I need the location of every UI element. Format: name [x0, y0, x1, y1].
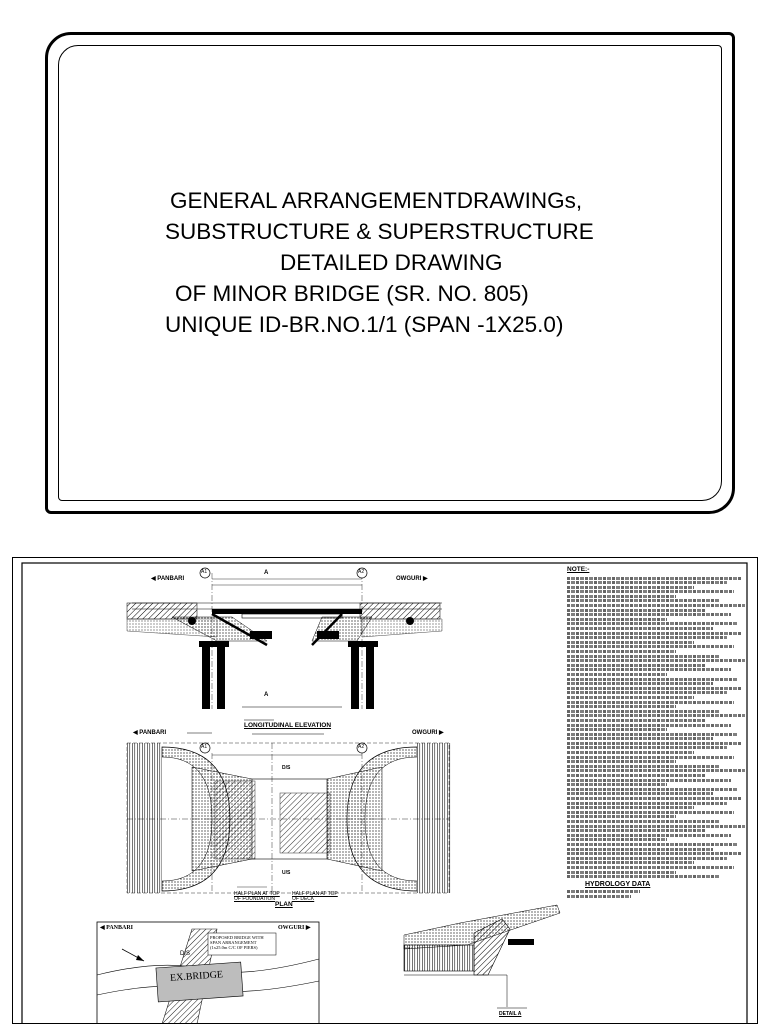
note-line	[567, 724, 731, 727]
note-line	[567, 742, 742, 745]
note-line	[567, 696, 694, 699]
detail-a	[404, 905, 560, 1008]
note-line	[567, 577, 742, 580]
elev-abutment-a2: A2	[358, 569, 365, 575]
plan-us-label: U/S	[282, 870, 291, 876]
note-line	[567, 714, 745, 717]
note-line	[567, 687, 742, 690]
note-line	[567, 857, 727, 860]
detail-a-title: DETAIL A	[499, 1011, 522, 1017]
elev-section-mark-top: A	[264, 570, 269, 576]
plan-abutment-a2: A2	[358, 744, 365, 750]
notes-heading: NOTE:-	[567, 566, 590, 573]
note-line	[567, 673, 667, 676]
title-line-2: SUBSTRUCTURE & SUPERSTRUCTURE	[165, 219, 594, 244]
note-line	[567, 705, 676, 708]
note-line	[567, 659, 745, 662]
note-line	[567, 710, 720, 713]
hydrology-body	[567, 890, 749, 898]
note-line	[567, 875, 720, 878]
note-line	[567, 701, 734, 704]
note-line	[567, 719, 705, 722]
title-line-5: UNIQUE ID-BR.NO.1/1 (SPAN -1X25.0)	[165, 312, 564, 337]
note-line	[567, 895, 631, 898]
note-line	[567, 655, 720, 658]
note-line	[567, 733, 738, 736]
note-line	[567, 792, 713, 795]
note-line	[567, 783, 667, 786]
half-plan-deck-label: HALF PLAN AT TOP OF DECK	[292, 891, 338, 902]
hydrology-heading: HYDROLOGY DATA	[585, 881, 651, 889]
note-line	[567, 581, 727, 584]
note-line	[567, 678, 738, 681]
elev-abutment-a1: A1	[201, 569, 208, 575]
note-line	[567, 834, 731, 837]
notes-body	[567, 577, 749, 879]
plan-owguri-label: OWGURI ▶	[412, 730, 444, 736]
note-line	[567, 866, 734, 869]
note-line	[567, 848, 713, 851]
note-line	[567, 590, 734, 593]
note-line	[567, 645, 734, 648]
note-line	[567, 825, 745, 828]
note-line	[567, 737, 713, 740]
note-line	[567, 632, 742, 635]
plan-view	[127, 733, 452, 893]
title-line-1: GENERAL ARRANGEMENTDRAWINGs,	[170, 188, 583, 213]
note-line	[567, 728, 667, 731]
note-line	[567, 802, 727, 805]
longitudinal-elevation	[127, 568, 442, 720]
note-line	[567, 668, 731, 671]
note-line	[567, 852, 742, 855]
note-line	[567, 815, 676, 818]
note-line	[567, 618, 667, 621]
plan-title: PLAN	[275, 901, 293, 908]
note-line	[567, 595, 676, 598]
drawing-sheet	[12, 557, 758, 1024]
note-line	[567, 586, 694, 589]
note-line	[567, 769, 745, 772]
key-ex-bridge-label: EX.BRIDGE	[169, 969, 224, 984]
note-line	[567, 599, 720, 602]
note-line	[567, 604, 745, 607]
note-line	[567, 746, 727, 749]
title-block	[160, 185, 680, 340]
elev-owguri-label: OWGURI ▶	[396, 576, 428, 582]
title-line-4: OF MINOR BRIDGE (SR. NO. 805)	[175, 281, 529, 306]
note-line	[567, 890, 640, 893]
note-line	[567, 682, 713, 685]
note-line	[567, 627, 713, 630]
note-line	[567, 838, 667, 841]
note-line	[567, 774, 705, 777]
key-panbari-label: ◀ PANBARI	[100, 925, 134, 931]
note-line	[567, 613, 731, 616]
note-line	[567, 820, 720, 823]
key-owguri-label: OWGURI ▶	[278, 925, 311, 931]
note-line	[567, 650, 676, 653]
key-proposed-note: PROPOSED BRIDGE WITH SPAN ARRANGEMENT (1x25.0m C/C OF PIERS)	[210, 935, 264, 951]
note-line	[567, 751, 694, 754]
title-line-3: DETAILED DRAWING	[280, 250, 503, 275]
elev-panbari-label: ◀ PANBARI	[151, 576, 185, 582]
plan-panbari-label: ◀ PANBARI	[133, 730, 167, 736]
note-line	[567, 806, 694, 809]
note-line	[567, 871, 676, 874]
note-line	[567, 609, 705, 612]
note-line	[567, 811, 734, 814]
elev-section-mark-bottom: A	[264, 692, 269, 698]
elevation-title: LONGITUDINAL ELEVATION	[244, 722, 332, 729]
note-line	[567, 788, 738, 791]
half-plan-foundation-label: HALF PLAN AT TOP OF FOUNDATION	[234, 891, 280, 902]
note-line	[567, 760, 676, 763]
note-line	[567, 622, 738, 625]
note-line	[567, 861, 694, 864]
note-line	[567, 641, 694, 644]
key-ds-label: D/S	[180, 951, 191, 957]
note-line	[567, 765, 720, 768]
note-line	[567, 843, 738, 846]
plan-ds-label: D/S	[282, 765, 291, 771]
note-line	[567, 664, 705, 667]
note-line	[567, 829, 705, 832]
note-line	[567, 779, 731, 782]
note-line	[567, 636, 727, 639]
note-line	[567, 756, 734, 759]
notes-column	[567, 567, 749, 899]
note-line	[567, 797, 742, 800]
plan-abutment-a1: A1	[201, 744, 208, 750]
note-line	[567, 691, 727, 694]
